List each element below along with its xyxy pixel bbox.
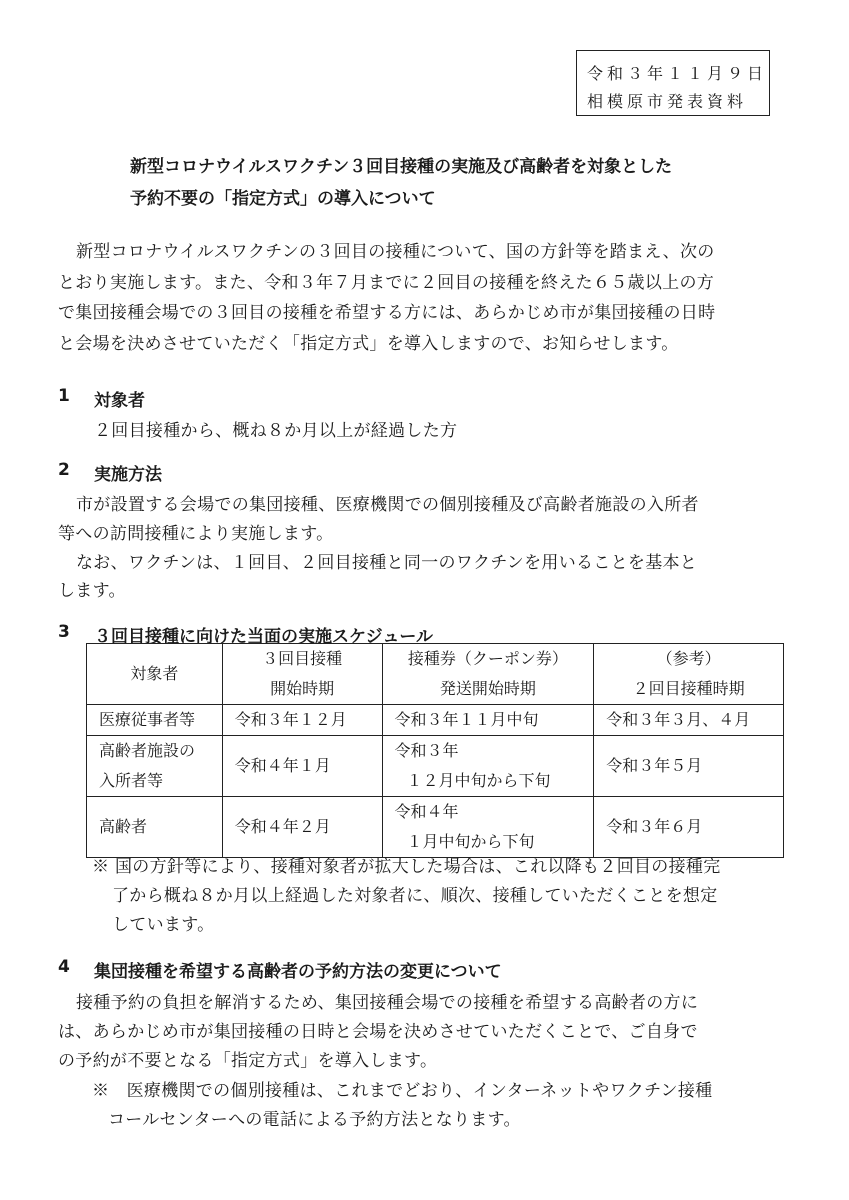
section-4-line-3: の予約が不要となる「指定方式」を導入します。: [58, 1051, 438, 1071]
section-2-line-2: 等への訪問接種により実施します。: [58, 524, 334, 544]
intro-line-1: 新型コロナウイルスワクチンの３回目の接種について、国の方針等を踏まえ、次の: [76, 242, 715, 262]
section-3-note-line-1: ※ 国の方針等により、接種対象者が拡大した場合は、これ以降も２回目の接種完: [92, 857, 721, 877]
table-cell: 令和３年５月: [594, 736, 784, 797]
intro-line-3: で集団接種会場での３回目の接種を希望する方には、あらかじめ市が集団接種の日時: [58, 303, 716, 323]
section-3-note-line-3: しています。: [112, 915, 215, 935]
section-2-line-1: 市が設置する会場での集団接種、医療機関での個別接種及び高齢者施設の入所者: [76, 495, 699, 515]
section-4-note-line-2: コールセンターへの電話による予約方法となります。: [108, 1110, 521, 1130]
table-cell: 高齢者施設の 入所者等: [87, 736, 223, 797]
table-row: [87, 797, 784, 858]
section-1-number: 1: [58, 386, 70, 406]
table-cell: 令和４年１月: [222, 736, 382, 797]
table-cell: 令和３年１１月中旬: [382, 705, 594, 736]
section-3-number: 3: [58, 622, 70, 642]
table-header-cell: ３回目接種 開始時期: [222, 644, 382, 705]
section-4-number: 4: [58, 957, 70, 977]
document-title-line-2: 予約不要の「指定方式」の導入について: [130, 189, 436, 209]
table-cell: 令和３年１２月: [222, 705, 382, 736]
table-cell: 令和４年 １月中旬から下旬: [382, 797, 594, 858]
schedule-table: [86, 643, 784, 858]
section-3-note-line-2: 了から概ね８か月以上経過した対象者に、順次、接種していただくことを想定: [112, 886, 718, 906]
issuer-name: 相模原市発表資料: [587, 92, 748, 111]
section-4-note-line-1: ※ 医療機関での個別接種は、これまでどおり、インターネットやワクチン接種: [92, 1081, 713, 1101]
table-cell: 高齢者: [87, 797, 223, 858]
table-cell: 令和３年３月、４月: [594, 705, 784, 736]
section-2-number: 2: [58, 460, 70, 480]
table-header-row: [87, 644, 784, 705]
date-issuer-box: [576, 50, 770, 116]
intro-line-4: と会場を決めさせていただく「指定方式」を導入しますので、お知らせします。: [58, 334, 679, 354]
section-3-heading: ３回目接種に向けた当面の実施スケジュール: [94, 627, 433, 647]
table-cell: 令和３年 １２月中旬から下旬: [382, 736, 594, 797]
document-title-line-1: 新型コロナウイルスワクチン３回目接種の実施及び高齢者を対象とした: [130, 157, 673, 177]
section-1-heading: 対象者: [94, 391, 145, 411]
section-4-heading: 集団接種を希望する高齢者の予約方法の変更について: [94, 962, 502, 982]
intro-line-2: とおり実施します。また、令和３年７月までに２回目の接種を終えた６５歳以上の方: [58, 273, 715, 293]
section-2-heading: 実施方法: [94, 465, 162, 485]
table-row: [87, 736, 784, 797]
table-cell: 令和３年６月: [594, 797, 784, 858]
table-header-cell: 接種券（クーポン券） 発送開始時期: [382, 644, 594, 705]
table-cell: 医療従事者等: [87, 705, 223, 736]
section-2-line-4: します。: [58, 581, 126, 601]
section-4-line-1: 接種予約の負担を解消するため、集団接種会場での接種を希望する高齢者の方に: [76, 993, 699, 1013]
section-2-line-3: なお、ワクチンは、１回目、２回目接種と同一のワクチンを用いることを基本と: [76, 553, 698, 573]
table-cell: 令和４年２月: [222, 797, 382, 858]
release-date: 令和３年１１月９日: [587, 64, 768, 83]
table-row: [87, 705, 784, 736]
section-1-body: ２回目接種から、概ね８か月以上が経過した方: [94, 421, 458, 441]
section-4-line-2: は、あらかじめ市が集団接種の日時と会場を決めさせていただくことで、ご自身で: [58, 1022, 698, 1042]
table-header-cell: 対象者: [87, 644, 223, 705]
table-header-cell: （参考） ２回目接種時期: [594, 644, 784, 705]
